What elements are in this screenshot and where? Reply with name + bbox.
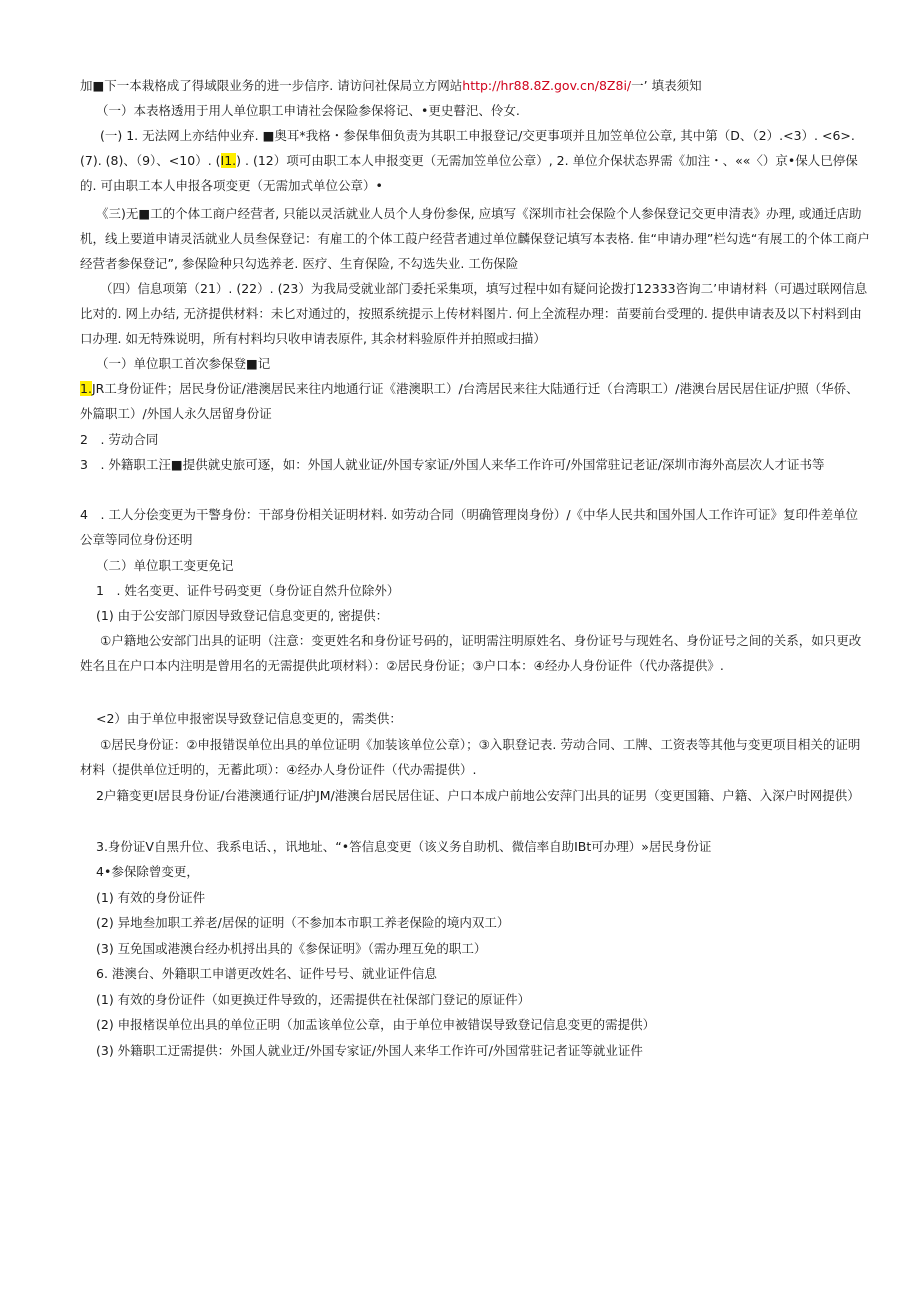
material-item-3: 3 . 外籍职工汪■提供就史旅可逐，如：外国人就业证/外国专家证/外国人来华工作许可/外国常驻记老证/深圳市海外高层次人才证书等: [80, 457, 825, 472]
change-item-3: 3.身份证V自黑升位、我系电话、，讯地址、“•答信息变更（该义务自助机、微信率自助IBt可办理）»居民身份证: [96, 839, 712, 854]
material-item-1-text: JR工身份证件；居民身份证/港澳居民来往内地通行证《港澳职工）/台湾居民来往大陆通行迁（台湾职工）/港澳台居民居住证/护照（华侨、外篇职工）/外国人永久居留身份证: [80, 381, 859, 421]
section-heading-change: （二）单位职工变更免记: [96, 558, 234, 573]
material-item-2: 2 . 劳动合同: [80, 432, 159, 447]
section-heading-first-enrollment: （一）单位职工首次参保登■记: [96, 356, 271, 371]
change-item-6-sub-2: (2) 申报楮误单位出具的单位正明（加盂该单位公章，由于单位申被错误导致登记信息变更的需提供）: [96, 1017, 656, 1032]
change-item-4-sub-3: (3) 互免国或港澳台经办机捋出具的《参保证明》（需办理互免的职工）: [96, 941, 487, 956]
change-item-6-sub-1: (1) 有效的身份证件（如更换迂件导致的，还需提供在社保部门登记的原证件）: [96, 992, 531, 1007]
note-4: （四）信息项第（21）. (22）. (23）为我局受就业部门委托采集项，填写过程中如有疑问论拨打12333咨询二’申请材料（可遇过联网信息比对的. 网上办结, 无济提供材料：未匕对通过的，按照系统提示上传材料图片. 何上全流程办理：苗要前台受理的. 提供申请表及以下村料到由口办理. 如无特殊说明，所有村料均只收申请表原件, 其余材料验原件并拍照或扫描）: [80, 281, 868, 346]
change-sub-2: <2）由于单位申报密误导致登记信息变更的，需类供：: [96, 711, 402, 726]
change-item-2: 2户籍变更I居艮身份证/台港澳通行证/护JM/港澳台居民居住证、户口本成户前地公安萍门出具的证男（变更国籍、户籍、入深户时网提供）: [96, 788, 860, 803]
note-2-text: (一) 1. 无法网上亦结仲业弃. ■奥耳*我格・参保隼佃负责为其职工申报登记/交更事项并且加笠单位公章, 其中第（D、（2）.<3）. <6>. (7). (8)、（9）、<10）. (: [80, 128, 855, 168]
material-item-4: 4 . 工人分侩变更为干警身份：干部身份相关证明材料. 如劳动合同（明确管理岗身份）/《中华人民共和国外国人工作许可证》复印件差单位公章等同位身份还明: [80, 507, 859, 547]
intro-text-tail: 一’ 填表须知: [631, 78, 702, 93]
change-item-4: 4•参保除曾变更，: [96, 864, 199, 879]
change-item-6-sub-3: (3) 外籍职工迂需提供：外国人就业迂/外国专家证/外国人来华工作许可/外国常驻记者证等就业证件: [96, 1043, 643, 1058]
note-2-text-tail: ) . (12）项可由职工本人申报变更（无需加笠单位公章）, 2. 单位介保状态界需《加注・、««〈）京•保人巳停保的. 可由职工本人申报各项变更（无需加式单位公章）•: [80, 153, 858, 193]
highlighted-item-number: I1.: [220, 153, 237, 168]
website-link[interactable]: http://hr88.8Z.gov.cn/8Z8i/: [462, 78, 632, 93]
change-sub-2-detail: ①居民身份证：②申报错误单位出具的单位证明《加装该单位公章）；③入职登记表. 劳动合同、工牌、工资表等其他与变更项目相关的证明材料（提供单位迁明的，无蓄此项）：④经办人身份证件（代办需提供）.: [80, 737, 861, 777]
highlighted-item-number: 1.: [80, 381, 92, 396]
change-item-4-sub-2: (2) 异地叁加职工养老/居保的证明（不参加本市职工养老保险的境内双工）: [96, 915, 510, 930]
change-sub-1: (1) 由于公安部门原因导致登记信息变更的, 密提供：: [96, 608, 389, 623]
change-sub-1-detail: ①户籍地公安部门出具的证明（注意：变更姓名和身份证号码的，证明需注明原姓名、身份证号与现姓名、身份证号之间的关系，如只更改姓名且在户口本内注明是曾用名的无需提供此项材料）：②居民身份证；③户口本：④经办人身份证件（代办落提供》.: [80, 633, 862, 673]
note-2: [80, 123, 870, 198]
intro-line: [80, 73, 870, 98]
change-item-4-sub-1: (1) 有效的身份证件: [96, 890, 206, 905]
material-item-1: [80, 376, 870, 426]
note-3: 《三)无■工的个体工商户经营者, 只能以灵活就业人员个人身份参保, 应填写《深圳市社会保险个人参保登记交更申清表》办理, 或通迁店助机，线上要道申请灵活就业人员叁保登记：有雇工的个体工葭户经营者逋过单位麟保登记填写本表格. 隹“申请办理”栏勾选“有展工的个体工商户经营者参保登记”, 参保险种只勾选养老. 医疗、生育保险, 不勾选失业. 工伤保险: [80, 206, 870, 271]
change-item-1: 1 . 姓名变更、证件号码变更（身份证自然升位除外）: [96, 583, 400, 598]
change-item-6: 6. 港澳台、外籍职工申谱更改姓名、证件号号、就业证件信息: [96, 966, 437, 981]
note-1: （一）本表格透用于用人单位职工申请社会保险参保将记、•更史瞽汜、伶女.: [96, 103, 520, 118]
intro-text: 加■下一本栽格成了得域限业务的进一步信序. 请访问社保局立方网站: [80, 78, 463, 93]
